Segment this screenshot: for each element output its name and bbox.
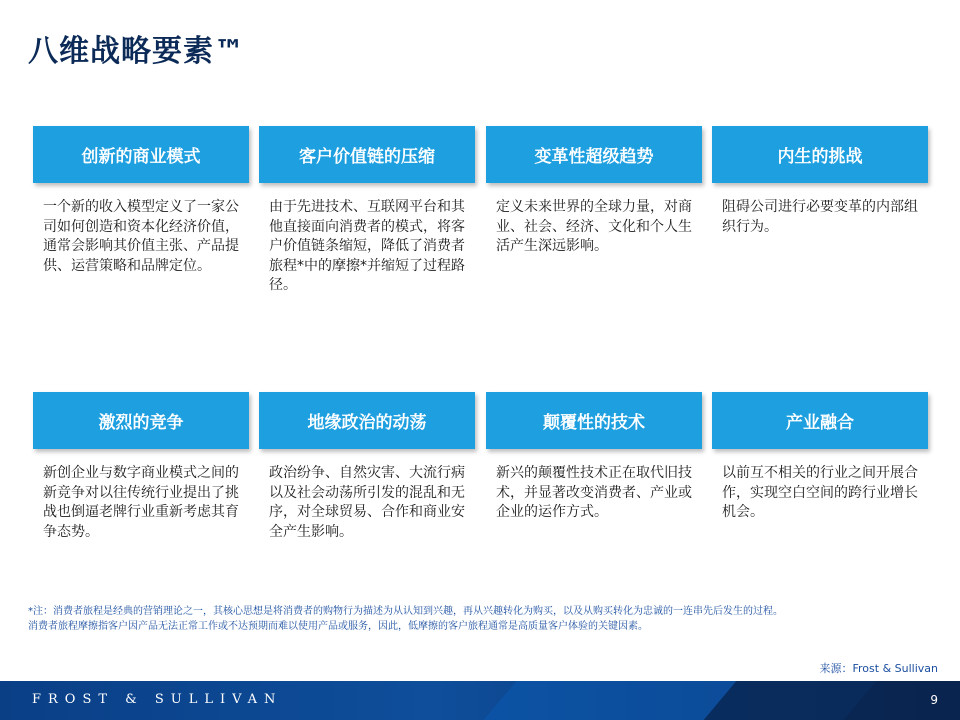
footnote-line: 消费者旅程摩擦指客户因产品无法正常工作或不达预期而难以使用产品或服务，因此，低摩擦的客户旅程通常是高质量客户体验的关键因素。 [28,621,648,632]
card-body: 定义未来世界的全球力量，对商业、社会、经济、文化和个人生活产生深远影响。 [496,199,692,255]
card-body: 政治纷争、自然灾害、大流行病以及社会动荡所引发的混乱和无序，对全球贸易、合作和商业安全产生影响。 [269,465,465,540]
card-heading: 产业融合 [712,392,928,449]
card-body: 由于先进技术、互联网平台和其他直接面向消费者的模式，将客户价值链条缩短，降低了消费者旅程*中的摩擦*并缩短了过程路径。 [269,199,465,294]
card-body: 新创企业与数字商业模式之间的新竞争对以往传统行业提出了挑战也倒逼老牌行业重新考虑其育争态势。 [43,465,239,540]
card-heading: 内生的挑战 [712,126,928,183]
brand-logo: FROST & SULLIVAN [32,692,283,707]
card-heading: 客户价值链的压缩 [259,126,475,183]
footer-decor-stripe [704,681,960,720]
page-number: 9 [930,693,938,707]
card-body: 以前互不相关的行业之间开展合作，实现空白空间的跨行业增长机会。 [722,465,918,521]
source-label: 来源：Frost & Sullivan [819,662,938,675]
strategy-card [712,126,928,237]
footer-bar [0,681,960,720]
footnote [28,604,938,634]
card-body: 一个新的收入模型定义了一家公司如何创造和资本化经济价值，通常会影响其价值主张、产品提供、运营策略和品牌定位。 [43,199,239,274]
card-body: 新兴的颠覆性技术正在取代旧技术，并显著改变消费者、产业或企业的运作方式。 [496,465,692,521]
strategy-card [33,126,249,276]
card-heading: 激烈的竞争 [33,392,249,449]
card-heading: 颠覆性的技术 [486,392,702,449]
strategy-card [712,392,928,523]
card-heading: 变革性超级趋势 [486,126,702,183]
card-heading: 创新的商业模式 [33,126,249,183]
card-heading: 地缘政治的动荡 [259,392,475,449]
strategy-card [486,392,702,523]
strategy-card [486,126,702,257]
strategy-card [33,392,249,542]
page-title: 八维战略要素™ [28,34,245,69]
strategy-card [259,392,475,542]
footnote-line: *注：消费者旅程是经典的营销理论之一，其核心思想是将消费者的购物行为描述为从认知到兴趣，再从兴趣转化为购买，以及从购买转化为忠诚的一连串先后发生的过程。 [28,606,783,617]
strategy-card [259,126,475,296]
card-body: 阻碍公司进行必要变革的内部组织行为。 [722,199,918,235]
